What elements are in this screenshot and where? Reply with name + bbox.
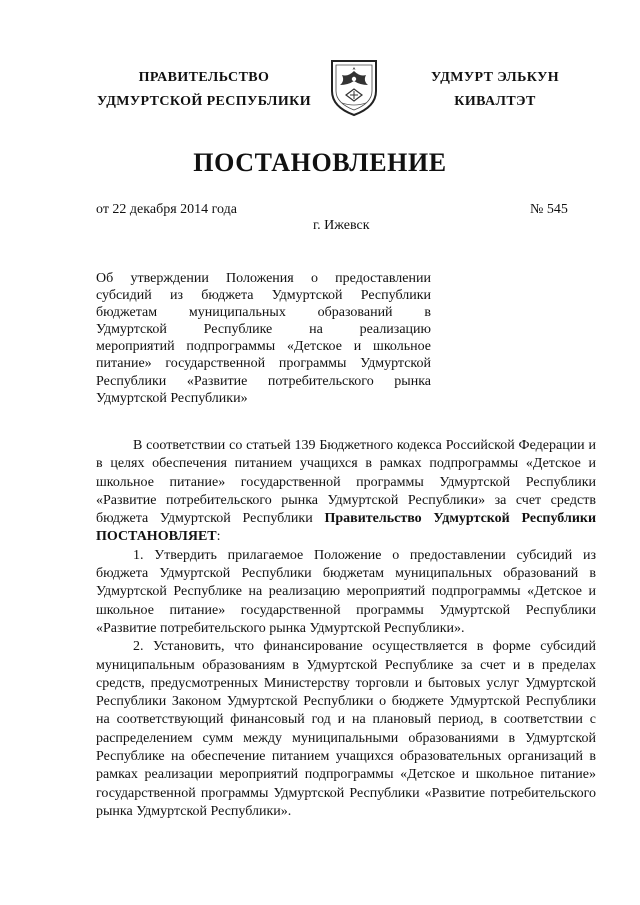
government-name-line-2: УДМУРТСКОЙ РЕСПУБЛИКИ <box>96 94 312 109</box>
enacting-clause: Правительство Удмуртской Республики ПОСТАНОВЛЯЕТ <box>96 511 597 545</box>
document-subject <box>96 270 431 407</box>
subject-line: Об утверждении Положения о предоставлении <box>96 271 431 286</box>
resolution-item-2: 2. Установить, что финансирование осуществляется в форме субсидий муниципальным образованиям в Удмуртской Республике за счет и в пределах средств, предусмотренных Министерству торговли и бытовых услуг Удмуртской Республики Законом Удмуртской Республики о бюджете Удмуртской Республики на соответствующий финансовый год и на плановый период, в соответствии с распределением сумм между муниципальными образованиями в Удмуртской Республике на обеспечение питанием учащихся образовательных организаций в рамках реализации мероприятий подпрограммы «Детское и школьное питание» государственной программы Удмуртской Республики «Развитие потребительского рынка Удмуртской Республики». <box>96 639 596 819</box>
document-date: от 22 декабря 2014 года <box>96 202 237 217</box>
subject-line: мероприятий подпрограммы «Детское и школьное <box>96 339 431 355</box>
preamble-paragraph <box>96 437 596 547</box>
subject-line: питание» государственной программы Удмуртской <box>96 356 431 372</box>
document-title: ПОСТАНОВЛЕНИЕ <box>193 148 447 177</box>
document-body <box>96 437 596 821</box>
subject-line: Республики «Развитие потребительского рынка <box>96 373 431 389</box>
subject-line: Удмуртской Республики» <box>96 390 248 406</box>
document-city: г. Ижевск <box>313 218 370 233</box>
preamble-text: В соответствии со статьей 139 Бюджетного кодекса Российской Федерации и в целях обеспечения питанием учащихся в рамках подпрограммы «Детское и школьное питание» государственной программы Удмуртской Республики «Развитие потребительского рынка Удмуртской Республики» за счет средств бюджета Удмуртской Республики <box>96 438 596 527</box>
coat-of-arms-icon <box>328 57 380 117</box>
enacting-colon: : <box>216 529 221 545</box>
government-name-udmurt-line-1: УДМУРТ ЭЛЬКУН <box>430 70 560 85</box>
resolution-item-1: 1. Утвердить прилагаемое Положение о предоставлении субсидий из бюджета Удмуртской Республики бюджетам муниципальных образований в Удмуртской Республике на реализацию мероприятий подпрограммы «Детское и школьное питание» государственной программы Удмуртской Республики «Развитие потребительского рынка Удмуртской Республики». <box>96 547 596 636</box>
subject-line: Удмуртской Республике на реализацию <box>96 322 431 338</box>
government-name-line-1: ПРАВИТЕЛЬСТВО <box>138 70 270 85</box>
government-name-udmurt-line-2: КИВАЛТЭТ <box>454 94 536 109</box>
government-name-udmurt <box>410 66 580 114</box>
subject-line: бюджетам муниципальных образований в <box>96 305 431 321</box>
document-number: № 545 <box>530 202 568 217</box>
government-name-russian <box>88 66 320 114</box>
subject-line: субсидий из бюджета Удмуртской Республики <box>96 288 431 304</box>
